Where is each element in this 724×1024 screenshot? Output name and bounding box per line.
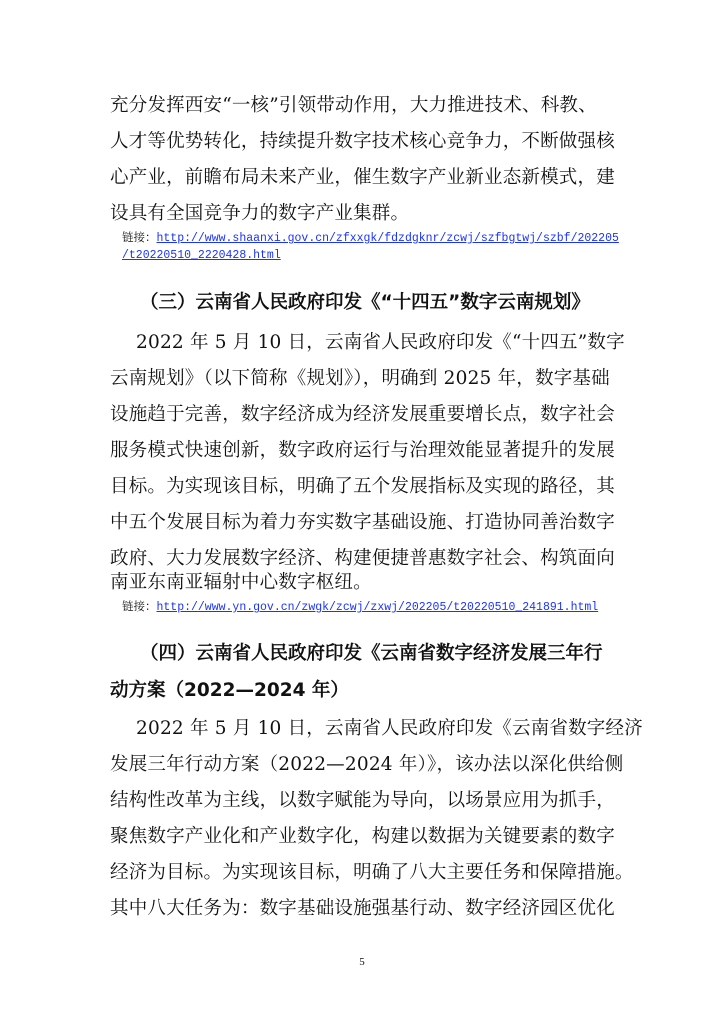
paragraph-line: 心产业，前瞻布局未来产业，催生数字产业新业态新模式，建: [110, 167, 615, 188]
link-label: 链接：: [122, 599, 157, 613]
section-heading-4: （四）云南省人民政府印发《云南省数字经济发展三年行: [140, 643, 603, 664]
paragraph-line: 政府、大力发展数字经济、构建便捷普惠数字社会、构筑面向: [110, 548, 615, 569]
link-row: [122, 598, 598, 616]
page-number: 5: [359, 956, 365, 968]
paragraph-line: 聚焦数字产业化和产业数字化，构建以数据为关键要素的数字: [110, 826, 615, 847]
shaanxi-link[interactable]: http://www.shaanxi.gov.cn/zfxxgk/fdzdgknr/zcwj/szfbgtwj/szbf/202205: [156, 232, 619, 245]
section-heading-4-continued: 动方案（2022—2024 年）: [110, 680, 349, 701]
shaanxi-link-continued[interactable]: /t20220510_2220428.html: [122, 249, 281, 262]
paragraph-line: 中五个发展目标为着力夯实数字基础设施、打造协同善治数字: [110, 512, 615, 533]
paragraph-line: 充分发挥西安“一核”引领带动作用，大力推进技术、科教、: [110, 95, 597, 116]
paragraph-line: 云南规划》（以下简称《规划》），明确到 2025 年，数字基础: [110, 368, 610, 389]
paragraph-line: 2022 年 5 月 10 日，云南省人民政府印发《云南省数字经济: [136, 718, 643, 739]
paragraph-line: 人才等优势转化，持续提升数字技术核心竞争力，不断做强核: [110, 131, 615, 152]
paragraph-line: 2022 年 5 月 10 日，云南省人民政府印发《“十四五”数字: [136, 332, 625, 353]
link-label: 链接：: [122, 230, 157, 244]
paragraph-line: 发展三年行动方案（2022—2024 年）》，该办法以深化供给侧: [110, 754, 624, 775]
paragraph-line: 经济为目标。为实现该目标，明确了八大主要任务和保障措施。: [110, 862, 634, 883]
paragraph-line: 南亚东南亚辐射中心数字枢纽。: [110, 572, 372, 593]
paragraph-line: 结构性改革为主线，以数字赋能为导向，以场景应用为抓手，: [110, 790, 615, 811]
link-row-continued: [122, 246, 281, 264]
paragraph-line: 服务模式快速创新，数字政府运行与治理效能显著提升的发展: [110, 440, 615, 461]
paragraph-line: 目标。为实现该目标，明确了五个发展指标及实现的路径，其: [110, 476, 615, 497]
section-heading-3: （三）云南省人民政府印发《“十四五”数字云南规划》: [140, 292, 590, 313]
yunnan-link[interactable]: http://www.yn.gov.cn/zwgk/zcwj/zxwj/202205/t20220510_241891.html: [156, 601, 599, 614]
paragraph-line: 设具有全国竞争力的数字产业集群。: [110, 203, 410, 224]
link-row: [122, 229, 619, 247]
paragraph-line: 设施趋于完善，数字经济成为经济发展重要增长点，数字社会: [110, 404, 615, 425]
paragraph-line: 其中八大任务为：数字基础设施强基行动、数字经济园区优化: [110, 898, 615, 919]
